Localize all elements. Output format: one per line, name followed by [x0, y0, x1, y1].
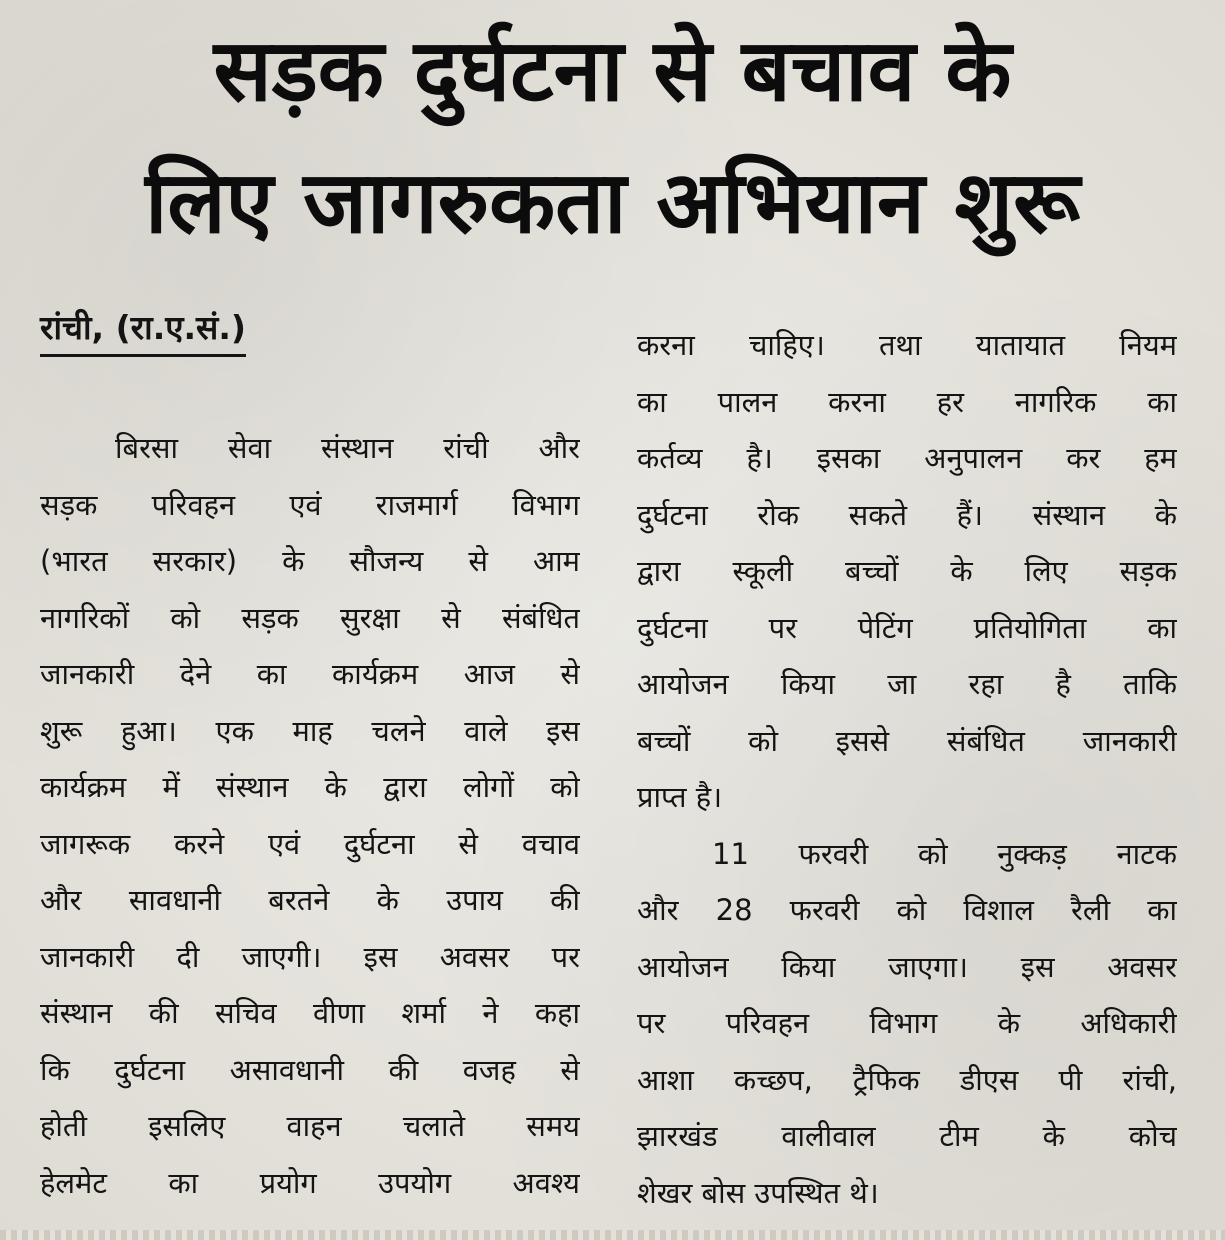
article-line: और सावधानी बरतने के उपाय की — [40, 883, 580, 917]
article-line: संस्थान की सचिव वीणा शर्मा ने कहा — [40, 996, 580, 1030]
article-line: नागरिकों को सड़क सुरक्षा से संबंधित — [40, 600, 580, 635]
article-line: आयोजन किया जा रहा है ताकि — [637, 667, 1177, 701]
article-line: शुरू हुआ। एक माह चलने वाले इस — [40, 713, 580, 748]
article-line: दुर्घटना पर पेटिंग प्रतियोगिता का — [637, 610, 1177, 645]
article-line: कि दुर्घटना असावधानी की वजह से — [40, 1052, 580, 1087]
article-line: झारखंड वालीवाल टीम के कोच — [637, 1119, 1177, 1153]
dateline: रांची, (रा.ए.सं.) — [40, 308, 246, 357]
article-line: शेखर बोस उपस्थित थे। — [637, 1175, 879, 1210]
article-line: प्राप्त है। — [637, 780, 723, 814]
article-line: जानकारी दी जाएगी। इस अवसर पर — [40, 939, 580, 974]
article-line: सड़क परिवहन एवं राजमार्ग विभाग — [40, 487, 580, 522]
article-line: आयोजन किया जाएगा। इस अवसर — [637, 949, 1177, 984]
article-line: बच्चों को इससे संबंधित जानकारी — [637, 723, 1177, 758]
article-column-right — [637, 317, 1177, 1221]
article-line: पर परिवहन विभाग के अधिकारी — [637, 1006, 1177, 1040]
torn-edge — [0, 1230, 1225, 1240]
article-line: और 28 फरवरी को विशाल रैली का — [637, 893, 1177, 927]
article-line: बिरसा सेवा संस्थान रांची और — [115, 431, 580, 465]
article-line: करना चाहिए। तथा यातायात नियम — [637, 328, 1177, 362]
article-column-left — [40, 420, 580, 1211]
article-line: द्वारा स्कूली बच्चों के लिए सड़क — [637, 554, 1177, 588]
article-line: दुर्घटना रोक सकते हैं। संस्थान के — [637, 497, 1177, 532]
article-line: हेलमेट का प्रयोग उपयोग अवश्य — [40, 1165, 580, 1200]
article-line: जानकारी देने का कार्यक्रम आज से — [40, 657, 580, 691]
article-line: आशा कच्छप, ट्रैफिक डीएस पी रांची, — [637, 1062, 1177, 1097]
article-line: का पालन करना हर नागरिक का — [637, 384, 1177, 419]
article-line: कर्तव्य है। इसका अनुपालन कर हम — [637, 441, 1177, 475]
headline-line-1: सड़क दुर्घटना से बचाव के — [213, 21, 1012, 121]
article-line: जागरूक करने एवं दुर्घटना से वचाव — [40, 826, 580, 861]
article-line: कार्यक्रम में संस्थान के द्वारा लोगों को — [40, 770, 580, 804]
article-line: होती इसलिए वाहन चलाते समय — [40, 1109, 580, 1143]
article-line: 11 फरवरी को नुक्कड़ नाटक — [712, 836, 1177, 871]
article-line: (भारत सरकार) के सौजन्य से आम — [40, 544, 580, 578]
headline-line-2: लिए जागरुकता अभियान शुरू — [145, 153, 1080, 253]
